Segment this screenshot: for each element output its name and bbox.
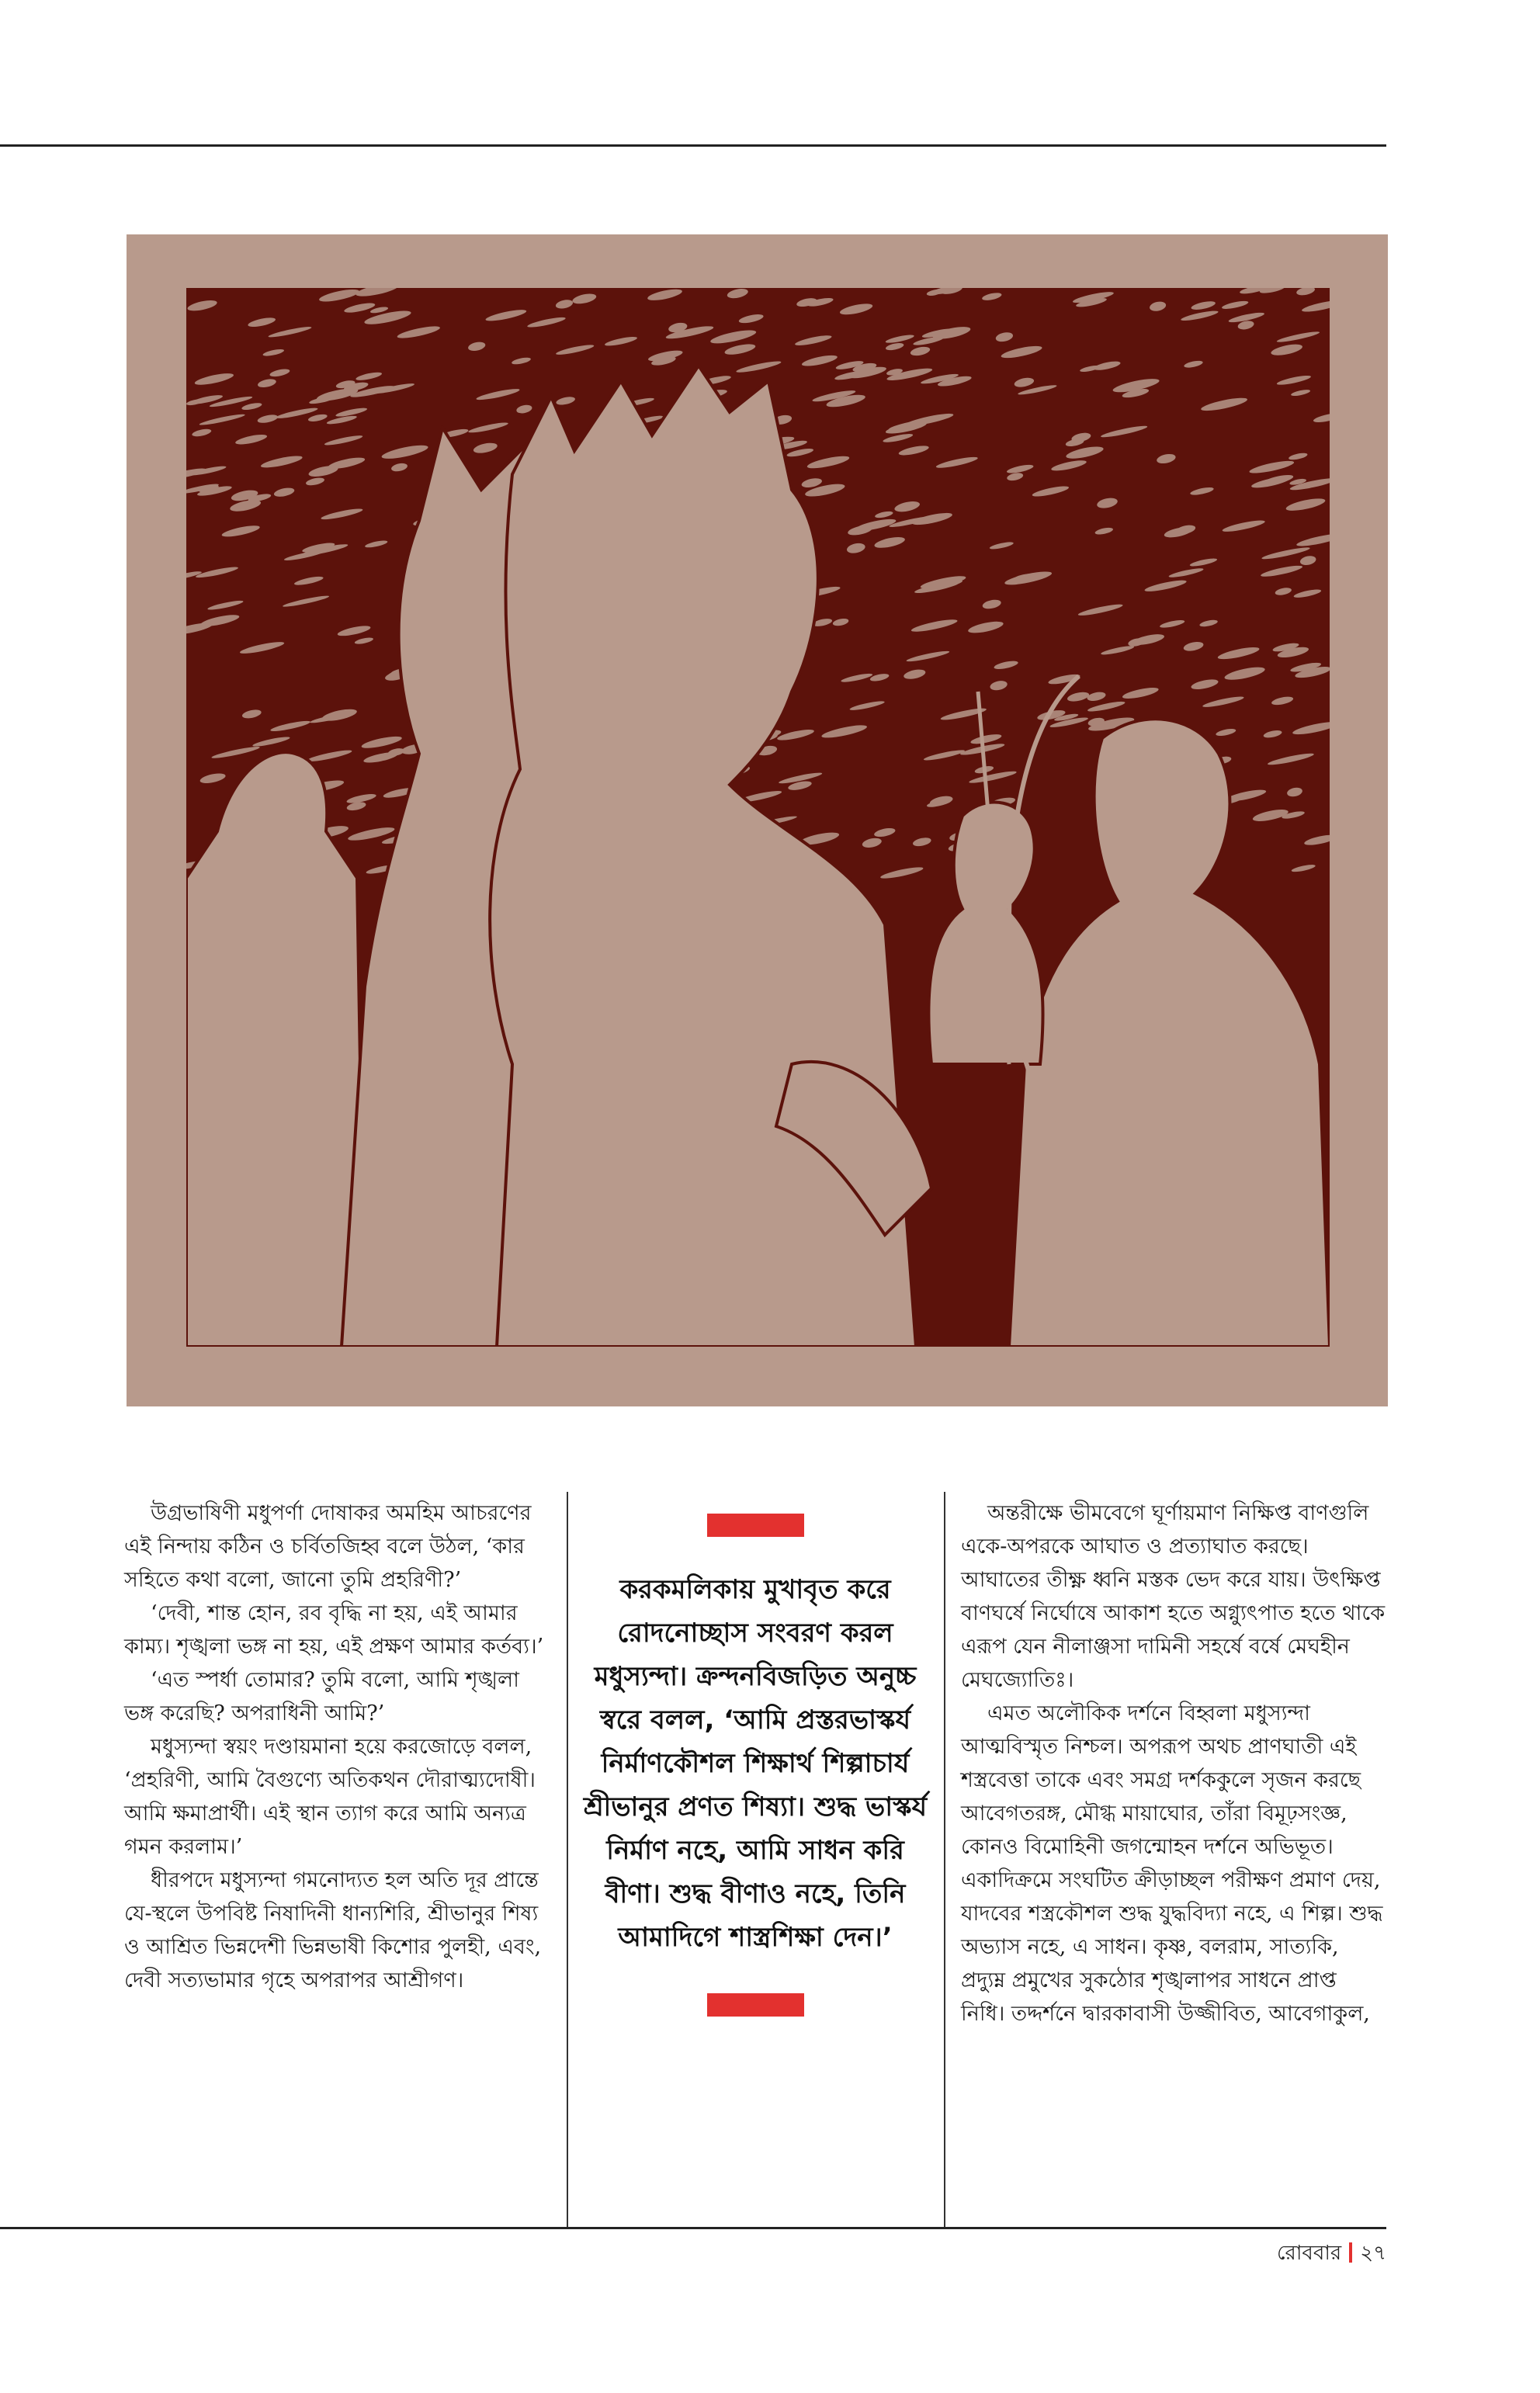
sky-stroke [321, 507, 363, 522]
column-divider [944, 1492, 945, 2227]
sky-stroke [841, 672, 873, 684]
sky-stroke [723, 342, 756, 357]
paragraph: এমত অলৌকিক দর্শনে বিহ্বলা মধুস্যন্দা আত্মবিস্মৃত নিশ্চল। অপরূপ অথচ প্রাণঘাতী এই শস্ত্রবেত্তা তাকে এবং সমগ্র দর্শককুলে সৃজন করছে আবেগতরঙ্গ, মৌগ্ধ মায়াঘোর, তাঁরা বিমূঢ়সংজ্ঞ, কোনও বিমোহিনী জগন্মোহন দর্শনে অভিভূত। একাদিক্রমে সংঘটিত ক্রীড়াচ্ছল পরীক্ষণ প্রমাণ দেয়, যাদবের শস্ত্রকৌশল শুদ্ধ যুদ্ধবিদ্যা নহে, এ শিল্প। শুদ্ধ অভ্যাস নহে, এ সাধন। কৃষ্ণ, বলরাম, সাত্যকি, প্রদ্যুম্ন প্রমুখের সুকঠোর শৃঙ্খলাপর সাধনে প্রাপ্ত নিধি। তদ্দর্শনে দ্বারকাবাসী উজ্জীবিত, আবেগাকুল, [961, 1701, 1383, 2026]
sky-stroke [1001, 344, 1043, 361]
sky-stroke [270, 719, 311, 733]
sky-stroke [994, 659, 1019, 671]
sky-stroke [571, 292, 597, 305]
sky-stroke [305, 477, 325, 487]
paragraph: ‘এত স্পর্ধা তোমার? তুমি বলো, আমি শৃঙ্খলা ভঙ্গ করেছি? অপরাধিনী আমি?’ [124, 1668, 519, 1725]
sky-stroke [970, 733, 1003, 746]
sky-stroke [1222, 518, 1266, 534]
sky-stroke [923, 748, 965, 762]
sky-stroke [1006, 463, 1034, 475]
sky-stroke [1313, 411, 1330, 424]
accent-bar-top [707, 1514, 804, 1537]
sky-stroke [1101, 644, 1135, 656]
sky-stroke [397, 324, 441, 340]
sky-stroke [1189, 557, 1218, 568]
sky-stroke [801, 353, 838, 368]
sky-stroke [1065, 444, 1105, 461]
sky-stroke [906, 649, 950, 663]
sky-stroke [194, 371, 234, 387]
sky-stroke [883, 432, 914, 444]
figure-main [490, 366, 916, 1347]
sky-stroke [1286, 786, 1303, 798]
sky-stroke [468, 421, 509, 435]
sky-stroke [511, 356, 531, 366]
sky-stroke [1293, 588, 1322, 599]
sky-stroke [467, 341, 486, 352]
sky-stroke [186, 298, 217, 313]
sky-stroke [1291, 863, 1316, 873]
sky-stroke [257, 413, 279, 424]
sky-stroke [555, 298, 574, 310]
sky-stroke [318, 288, 360, 304]
sky-stroke [234, 432, 268, 446]
sky-stroke [324, 434, 363, 447]
sky-stroke [873, 535, 906, 550]
sky-stroke [736, 359, 782, 375]
sky-stroke [709, 328, 757, 346]
sky-stroke [1190, 678, 1219, 692]
sky-stroke [806, 454, 851, 471]
sky-stroke [776, 727, 814, 742]
sky-stroke [221, 523, 261, 539]
sky-stroke [192, 428, 213, 438]
sky-stroke [1191, 300, 1216, 311]
sky-stroke [1086, 691, 1106, 702]
sky-stroke [211, 745, 261, 761]
sky-stroke [1144, 578, 1188, 594]
sky-stroke [1067, 691, 1090, 703]
sky-stroke [337, 624, 372, 638]
sky-stroke [796, 297, 817, 308]
sky-stroke [647, 288, 683, 303]
bottom-rule [0, 2227, 1386, 2229]
sky-stroke [269, 368, 290, 378]
illustration-frame [127, 234, 1388, 1406]
sky-stroke [1094, 526, 1114, 536]
sky-stroke [1299, 554, 1317, 566]
sky-stroke [885, 342, 904, 352]
article-column-right [961, 1496, 1386, 2031]
sky-stroke [885, 333, 914, 344]
sky-stroke [1291, 389, 1311, 397]
sky-stroke [515, 404, 532, 414]
sky-stroke [910, 617, 958, 634]
sky-stroke [273, 487, 295, 498]
sky-stroke [912, 836, 932, 848]
page-footer [1277, 2238, 1386, 2269]
sky-stroke [1267, 751, 1314, 767]
sky-stroke [1096, 496, 1119, 509]
sky-stroke [898, 444, 930, 457]
sky-stroke [849, 699, 885, 712]
sky-stroke [1077, 602, 1123, 618]
sky-stroke [1183, 640, 1205, 653]
sky-stroke [268, 325, 312, 339]
sky-stroke [307, 413, 328, 423]
sky-stroke [1276, 374, 1312, 387]
sky-stroke [1295, 532, 1330, 549]
sky-stroke [786, 447, 814, 459]
sky-stroke [1184, 359, 1204, 369]
sky-stroke [1252, 807, 1289, 824]
sky-stroke [1271, 695, 1294, 707]
sky-stroke [1221, 300, 1249, 310]
sky-stroke [283, 594, 330, 609]
sky-stroke [1004, 569, 1053, 588]
sky-stroke [354, 636, 373, 645]
paragraph: ধীরপদে মধুস্যন্দা গমনোদ্যত হল অতি দূর প্রান্তে যে-স্থলে উপবিষ্ট নিষাদিনী ধান্যশিরি, শ্রীভানুর শিষ্য ও আশ্রিত ভিন্নদেশী ভিন্নভাষী কিশোর পুলহী, এবং, দেবী সত্যভামার গৃহে অপরাপর আশ্রীগণ। [124, 1868, 542, 1992]
sky-stroke [1276, 330, 1320, 344]
sky-stroke [252, 735, 290, 748]
sky-stroke [1100, 424, 1148, 439]
sky-stroke [1301, 298, 1330, 314]
figure-left [186, 752, 365, 1347]
sky-stroke [903, 668, 926, 681]
sky-stroke [1032, 484, 1070, 498]
sky-stroke [1263, 729, 1282, 739]
sky-stroke [262, 348, 285, 357]
accent-bar-bottom [707, 1993, 804, 2017]
sky-stroke [476, 387, 521, 401]
sky-stroke [1149, 300, 1167, 313]
sky-stroke [1285, 496, 1326, 513]
sky-stroke [207, 599, 244, 612]
sky-stroke [1190, 486, 1215, 497]
sky-stroke [1202, 695, 1245, 709]
sky-stroke [356, 371, 383, 382]
sky-stroke [1288, 452, 1308, 461]
sky-stroke [1250, 475, 1291, 491]
sky-stroke [1200, 395, 1248, 413]
sky-stroke [873, 827, 896, 838]
paragraph: মধুস্যন্দা স্বয়ং দণ্ডায়মানা হয়ে করজোড়ে বলল, ‘প্রহরিণী, আমি বৈগুণ্যে অতিকথন দৌরাত্ম্যদোষী। আমি ক্ষমাপ্রার্থী। এই স্থান ত্যাগ করে আমি অন্যত্র গমন করলাম।’ [124, 1735, 536, 1859]
sky-stroke [555, 343, 595, 356]
sky-stroke [820, 723, 868, 740]
sky-stroke [556, 395, 576, 406]
sky-stroke [328, 456, 366, 471]
sky-stroke [794, 334, 832, 348]
sky-stroke [241, 708, 262, 720]
sky-stroke [935, 455, 978, 470]
sky-stroke [967, 619, 1004, 636]
sky-stroke [355, 288, 400, 299]
sky-stroke [989, 541, 1014, 551]
paragraph: অন্তরীক্ষে ভীমবেগে ঘূর্ণায়মাণ নিক্ষিপ্ত বাণগুলি একে-অপরকে আঘাত ও প্রত্যাঘাত করছে। আঘাতের তীক্ষ্ণ ধ্বনি মস্তক ভেদ করে যায়। উৎক্ষিপ্ত বাণঘর্ষে নির্ঘোষে আকাশ হতে অগ্ন্যুৎপাত হতে থাকে এরূপ যেন নীলাঞ্জসা দামিনী সহর্ষে বর্ষে মেঘহীন মেঘজ্যোতিঃ। [961, 1501, 1386, 1692]
sky-stroke [199, 412, 245, 426]
sky-stroke [199, 772, 227, 785]
sky-stroke [390, 462, 408, 473]
sky-stroke [1295, 288, 1316, 297]
sky-stroke [910, 345, 931, 357]
sky-stroke [727, 288, 749, 300]
sky-stroke [982, 598, 1002, 610]
sky-stroke [257, 377, 277, 388]
sky-stroke [869, 672, 890, 682]
sky-stroke [473, 441, 498, 455]
sky-stroke [1260, 564, 1303, 578]
top-rule [0, 144, 1386, 147]
sky-stroke [604, 335, 637, 348]
sky-stroke [893, 500, 921, 514]
sky-stroke [361, 734, 403, 751]
sky-stroke [293, 575, 324, 587]
sky-stroke [981, 292, 1002, 302]
sky-stroke [862, 837, 883, 849]
sky-stroke [1303, 833, 1330, 847]
column-divider [567, 1492, 568, 2227]
sky-stroke [738, 313, 765, 325]
sky-stroke [1093, 359, 1121, 372]
sky-stroke [874, 510, 893, 519]
figure-middle [928, 803, 1042, 1064]
footer-separator [1349, 2242, 1352, 2263]
sky-stroke [239, 640, 285, 656]
magazine-name: রোববার [1277, 2242, 1342, 2265]
sky-stroke [995, 331, 1014, 343]
sky-stroke [1014, 376, 1035, 389]
sky-stroke [1270, 342, 1303, 358]
article-column-left [124, 1496, 555, 1997]
sky-stroke [832, 617, 849, 627]
sky-stroke [1122, 685, 1160, 701]
sky-stroke [1199, 619, 1219, 628]
sky-stroke [846, 542, 866, 555]
sky-stroke [1292, 720, 1330, 737]
sky-stroke [364, 539, 387, 549]
sky-stroke [1223, 664, 1266, 682]
sky-stroke [241, 401, 262, 411]
sky-stroke [260, 453, 303, 470]
illustration-svg [186, 288, 1330, 1347]
sky-stroke [485, 307, 527, 323]
sky-stroke [839, 302, 874, 317]
sky-stroke [306, 748, 352, 764]
sky-stroke [1156, 453, 1177, 465]
sky-stroke [1180, 309, 1219, 322]
sky-stroke [855, 517, 897, 533]
sky-stroke [1050, 459, 1087, 473]
page-number: ২৭ [1360, 2242, 1386, 2265]
sky-stroke [1006, 472, 1024, 482]
sky-stroke [1249, 459, 1295, 476]
paragraph: উগ্রভাষিণী মধুপর্ণা দোষাকর অমহিম আচরণের এই নিন্দায় কঠিন ও চর্বিতজিহ্ব বলে উঠল, ‘কার সহিতে কথা বলো, জানো তুমি প্রহরিণী?’ [124, 1501, 532, 1592]
pull-quote [582, 1514, 928, 2017]
sky-stroke [879, 865, 924, 881]
illustration-art [186, 288, 1330, 1347]
sky-stroke [380, 442, 428, 461]
paragraph: ‘দেবী, শান্ত হোন, রব বৃদ্ধি না হয়, এই আমার কাম্য। শৃঙ্খলা ভঙ্গ না হয়, এই প্রক্ষণ আমার কর্তব্য।’ [124, 1601, 544, 1659]
sky-stroke [527, 315, 567, 329]
sky-stroke [1216, 727, 1237, 737]
sky-stroke [247, 316, 276, 328]
sky-stroke [1087, 699, 1126, 713]
sky-stroke [989, 679, 1008, 692]
sky-stroke [1217, 645, 1261, 661]
sky-stroke [1168, 567, 1204, 579]
pull-quote-text: করকমলিকায় মুখাবৃত করে রোদনোচ্ছাস সংবরণ করল মধুস্যন্দা। ক্রন্দনবিজড়িত অনুচ্চ স্বরে বলল, ‘আমি প্রস্তরভাস্কর্য নির্মাণকৌশল শিক্ষার্থ শিল্পাচার্য শ্রীভানুর প্রণত শিষ্যা। শুদ্ধ ভাস্কর্য নির্মাণ নহে, আমি সাধন করি বীণা। শুদ্ধ বীণাও নহে, তিনি আমাদিগে শাস্ত্রশিক্ষা দেন।’ [583, 1574, 928, 1953]
sky-stroke [1275, 587, 1292, 597]
sky-stroke [1159, 619, 1185, 629]
